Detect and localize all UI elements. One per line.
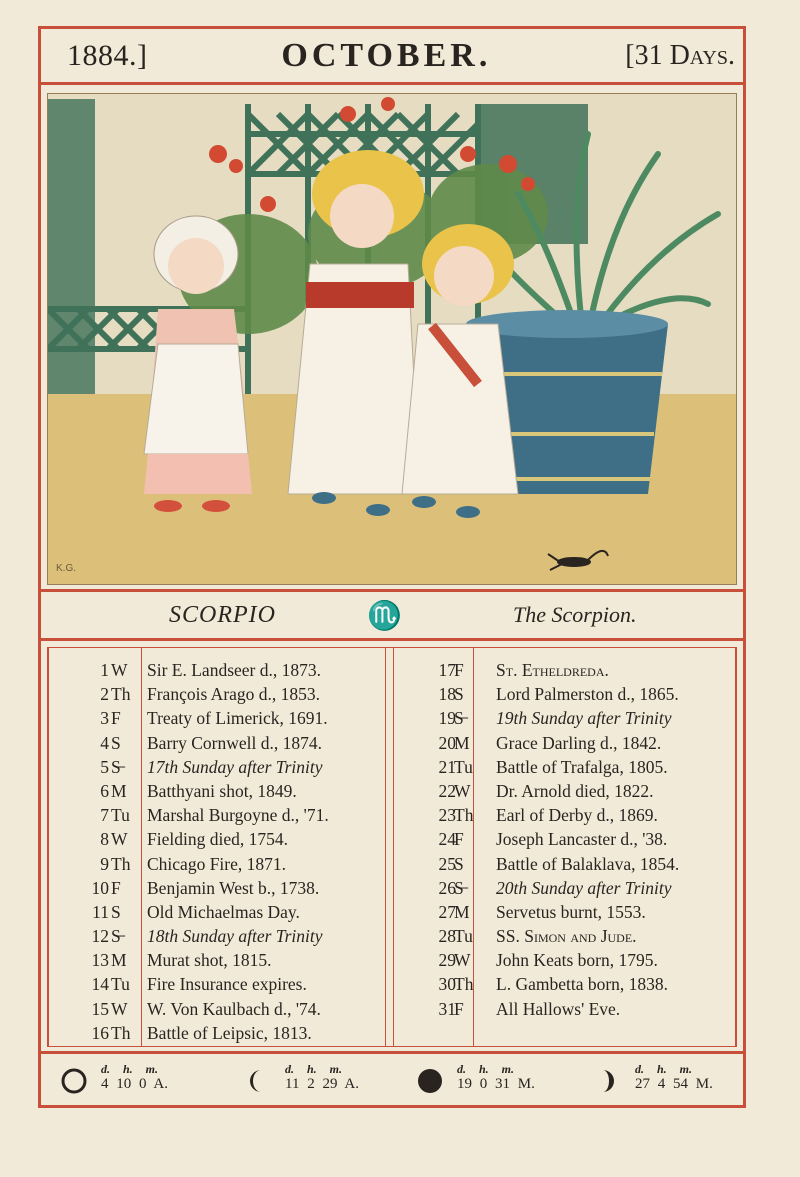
day-row: [396, 948, 739, 972]
day-of-week: S̶: [111, 926, 121, 947]
day-number: 18: [438, 684, 456, 705]
day-event: Battle of Leipsic, 1813.: [147, 1022, 312, 1043]
day-number: 30: [438, 974, 456, 995]
day-event: 20th Sunday after Trinity: [496, 877, 672, 898]
day-event: L. Gambetta born, 1838.: [496, 974, 669, 995]
day-number: 20: [438, 732, 456, 753]
day-of-week: W: [454, 950, 471, 971]
illustration: [47, 93, 737, 585]
day-number: 13: [91, 950, 109, 971]
day-of-week: F: [111, 708, 121, 729]
day-row: [396, 997, 739, 1021]
day-number: 16: [91, 1022, 109, 1043]
day-number: 10: [91, 877, 109, 898]
day-event: Earl of Derby d., 1869.: [496, 805, 658, 826]
day-row: [49, 876, 385, 900]
day-of-week: S: [454, 684, 464, 705]
day-row: [49, 900, 385, 924]
day-row: [396, 706, 739, 730]
day-row: [396, 803, 739, 827]
day-number: 28: [438, 926, 456, 947]
day-row: [49, 997, 385, 1021]
day-row: [49, 827, 385, 851]
moon-values: 11 2 29 A.: [285, 1076, 359, 1092]
day-number: 17: [438, 660, 456, 680]
day-of-week: S: [111, 732, 121, 753]
day-event: Treaty of Limerick, 1691.: [147, 708, 328, 729]
day-row: [396, 731, 739, 755]
day-of-week: F: [454, 829, 464, 850]
day-row: [49, 779, 385, 803]
artist-initials: K.G.: [56, 563, 77, 574]
day-row: [396, 876, 739, 900]
day-of-week: S: [111, 901, 121, 922]
day-number: 29: [438, 950, 456, 971]
day-row: [396, 827, 739, 851]
day-of-week: Th: [454, 974, 474, 995]
day-number: 4: [100, 732, 109, 753]
day-row: [49, 852, 385, 876]
day-row: [396, 682, 739, 706]
day-event: Fire Insurance expires.: [147, 974, 307, 995]
day-event: St. Etheldreda.: [496, 660, 609, 680]
day-of-week: M: [454, 901, 470, 922]
day-of-week: M: [454, 732, 470, 753]
day-of-week: W: [111, 829, 128, 850]
day-of-week: F: [454, 998, 464, 1019]
day-event: Fielding died, 1754.: [147, 829, 288, 850]
day-number: 8: [100, 829, 109, 850]
day-event: Joseph Lancaster d., '38.: [496, 829, 668, 850]
zodiac-name: SCORPIO: [169, 601, 276, 628]
day-number: 11: [92, 901, 109, 922]
day-event: Marshal Burgoyne d., '71.: [147, 805, 329, 826]
day-row: [49, 924, 385, 948]
moon-labels: d. h. m.: [101, 1062, 159, 1076]
day-of-week: F: [111, 877, 121, 898]
zodiac-band: [41, 589, 743, 641]
days-list-left: [49, 658, 385, 1045]
day-number: 2: [100, 684, 109, 705]
calendar-header: [41, 29, 743, 85]
day-of-week: Tu: [454, 926, 473, 947]
day-event: François Arago d., 1853.: [147, 684, 321, 705]
day-row: [396, 755, 739, 779]
zodiac-description: The Scorpion.: [513, 602, 637, 627]
days-table: [47, 647, 737, 1047]
day-number: 25: [438, 853, 456, 874]
day-number: 7: [100, 805, 109, 826]
day-of-week: Tu: [111, 974, 130, 995]
day-number: 12: [91, 926, 109, 947]
calendar-page-frame: [38, 26, 746, 1108]
day-number: 21: [438, 756, 456, 777]
year-label: 1884.]: [67, 38, 148, 72]
day-event: 19th Sunday after Trinity: [496, 708, 672, 729]
day-of-week: F: [454, 660, 464, 680]
day-number: 19: [438, 708, 456, 729]
day-row: [49, 948, 385, 972]
day-event: Grace Darling d., 1842.: [496, 732, 662, 753]
moon-labels: d. h. m.: [635, 1062, 693, 1076]
day-number: 31: [438, 998, 456, 1019]
moon-values: 19 0 31 M.: [457, 1076, 535, 1092]
day-event: SS. Simon and Jude.: [496, 926, 637, 947]
day-of-week: Th: [111, 1022, 131, 1043]
day-event: Sir E. Landseer d., 1873.: [147, 660, 321, 680]
day-number: 27: [438, 901, 456, 922]
day-event: Murat shot, 1815.: [147, 950, 272, 971]
day-of-week: W: [111, 998, 128, 1019]
day-event: Battle of Balaklava, 1854.: [496, 853, 680, 874]
day-of-week: Tu: [454, 756, 473, 777]
days-list-right: [396, 658, 739, 1021]
day-of-week: S̶: [454, 877, 464, 898]
day-event: Lord Palmerston d., 1865.: [496, 684, 679, 705]
day-number: 9: [100, 853, 109, 874]
day-row: [49, 755, 385, 779]
day-number: 6: [100, 780, 109, 801]
scorpio-symbol-icon: ♏: [367, 598, 402, 632]
day-row: [396, 658, 739, 682]
day-event: W. Von Kaulbach d., '74.: [147, 998, 321, 1019]
day-row: [49, 731, 385, 755]
day-of-week: W: [111, 660, 128, 680]
day-number: 15: [91, 998, 109, 1019]
day-of-week: Th: [454, 805, 474, 826]
day-row: [49, 1021, 385, 1045]
day-event: Barry Cornwell d., 1874.: [147, 732, 322, 753]
moon-values: 4 10 0 A.: [101, 1076, 169, 1092]
day-event: All Hallows' Eve.: [496, 998, 621, 1019]
moon-labels: d. h. m.: [285, 1062, 343, 1076]
days-count: [31 Days.: [625, 39, 735, 71]
day-of-week: M: [111, 950, 127, 971]
day-number: 22: [438, 780, 456, 801]
day-row: [49, 972, 385, 996]
day-row: [49, 803, 385, 827]
day-of-week: S̶: [454, 708, 464, 729]
month-title: OCTOBER.: [281, 36, 492, 74]
day-row: [396, 779, 739, 803]
day-event: Chicago Fire, 1871.: [147, 853, 287, 874]
moon-values: 27 4 54 M.: [635, 1076, 713, 1092]
day-of-week: Tu: [111, 805, 130, 826]
day-row: [396, 972, 739, 996]
day-event: Dr. Arnold died, 1822.: [496, 780, 654, 801]
day-number: 23: [438, 805, 456, 826]
day-number: 1: [100, 660, 109, 680]
day-of-week: M: [111, 780, 127, 801]
day-row: [396, 852, 739, 876]
day-row: [396, 900, 739, 924]
day-event: Battle of Trafalga, 1805.: [496, 756, 668, 777]
moon-phases: [41, 1051, 743, 1105]
day-of-week: S: [454, 853, 464, 874]
children-garden-illustration: [48, 94, 737, 585]
moon-labels: d. h. m.: [457, 1062, 515, 1076]
day-of-week: W: [454, 780, 471, 801]
day-of-week: Th: [111, 853, 131, 874]
day-of-week: Th: [111, 684, 131, 705]
day-number: 5: [100, 756, 109, 777]
day-of-week: S̶: [111, 756, 121, 777]
day-row: [49, 658, 385, 682]
day-number: 24: [438, 829, 456, 850]
column-divider: [385, 648, 386, 1046]
first-quarter-moon-icon: [595, 1068, 621, 1094]
day-row: [396, 924, 739, 948]
full-moon-icon: [61, 1068, 87, 1094]
day-event: 17th Sunday after Trinity: [147, 756, 323, 777]
day-event: John Keats born, 1795.: [496, 950, 658, 971]
day-event: Benjamin West b., 1738.: [147, 877, 320, 898]
column-divider: [393, 648, 394, 1046]
last-quarter-moon-icon: [245, 1068, 271, 1094]
day-event: Old Michaelmas Day.: [147, 901, 300, 922]
day-number: 26: [438, 877, 456, 898]
day-number: 14: [91, 974, 109, 995]
day-row: [49, 682, 385, 706]
day-event: Servetus burnt, 1553.: [496, 901, 646, 922]
new-moon-icon: [417, 1068, 443, 1094]
day-row: [49, 706, 385, 730]
day-number: 3: [100, 708, 109, 729]
day-event: 18th Sunday after Trinity: [147, 926, 323, 947]
day-event: Batthyani shot, 1849.: [147, 780, 297, 801]
